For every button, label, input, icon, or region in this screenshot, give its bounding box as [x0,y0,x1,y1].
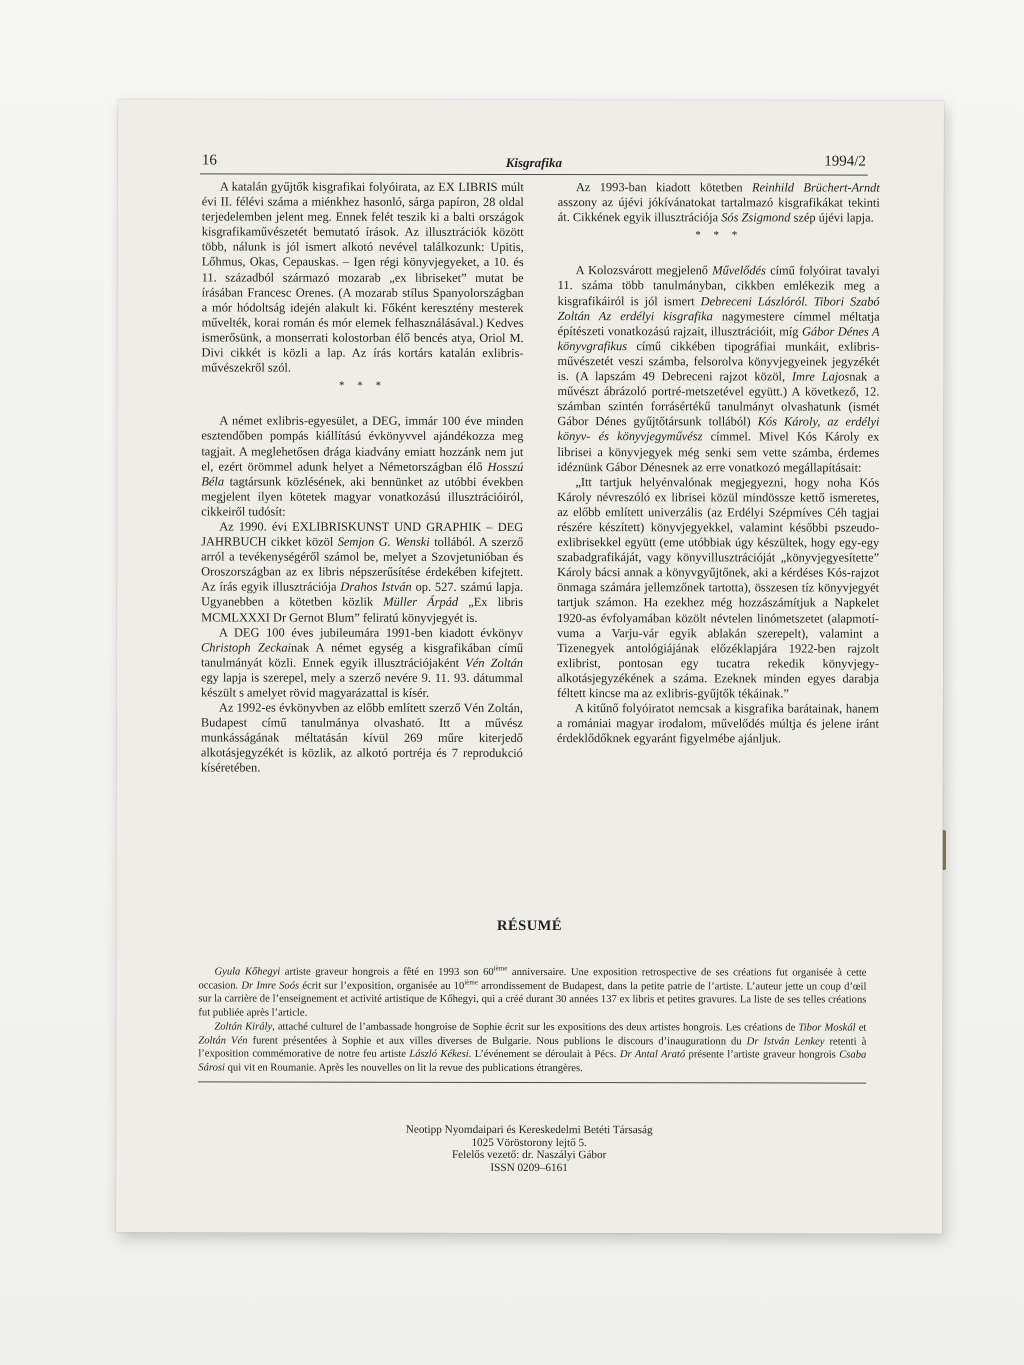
left-column [201,179,524,776]
imprint-address: 1025 Vöröstorony lejtő 5. [471,1136,587,1149]
paragraph: A Kolozsvárott megjelenő Művelődés című folyóirat tavalyi 11. száma több tanulmányban, cikkben emlékezik meg a kisgrafikáiról is jól ismert Debreceni Lászlóról. Tibori Szabó Zoltán Az erdélyi kisgrafika nagymestere címmel méltatja építészeti vonatkozású rajzait, illusztrációit, míg Gábor Dénes A könyvgrafikus című cikkében tipográfiai munkáit, exlibris-művészetét veszi számba, felsorolva könyvjegyeinek jegyzékét is. (A lapszám 49 Debreceni rajzot közöl, Imre Lajosnak a művészt ábrázoló portré-metszetével együtt.) A következő, 12. számban szintén forrásértékű tanulmányt olvashatunk (ismét Gábor Dénes gyűjtőtársunk tollából) Kós Károly, az erdélyi könyv- és könyvjegyművész címmel. Mivel Kós Károly ex librisei a könyvjegyek még senki sem vette számba, érdemes idéznünk Gábor Dénesnek az erre vonatkozó megállapításait: [557,263,880,475]
imprint [116,1123,942,1175]
imprint-issn: ISSN 0209–6161 [490,1161,568,1174]
resume-paragraph: Gyula Kőhegyi artiste graveur hongrois a fêté en 1993 son 60ième anniversaire. Une exposition retrospective de ses créations fut organisée à cette occasion. Dr Imre Soós écrit sur l’exposition, organisée au 10ième arrondissement de Budapest, dans la petite patrie de l’artiste. L’auteur jette un coup d’œil sur la carrière de l’enseignement et activité artistique de Kőhegyi, qui a créé durant 30 années 137 ex libris et petites gravures. La liste de ses telles créations fut publiée après l’article. [198,964,867,1019]
paragraph: A katalán gyűjtők kisgrafikai folyóirata, az EX LIBRIS múlt évi II. félévi száma a miénkhez hasonló, sárga papíron, 28 oldal terjedelemben jelent meg. Ennek felét teszik ki a balti országok kisgrafikaművészetét bemutató írások. Az illusztrációk között több, nálunk is jól ismert alkotó nevével találkozunk: Upitis, Lőhmus, Okas, Cepauskas. – Igen régi könyvjegyeket, a 10. és 11. századból származó mozarab „ex libriseket” mutat be írásában Francesc Orenes. (A mozarab stílus Spanyolországban a mór hódoltság idején alakult ki. Főként keresztény mesterek művelték, korai román és mór elemek felhasználásával.) Kedves ismerősünk, a monserrati kolostorban élő bencés atya, Oriol M. Divi cikkét is közli a lap. Az írás kortárs katalán exlibris-művészekről szól. [201,179,524,375]
imprint-editor: Felelős vezető: dr. Naszályi Gábor [451,1149,607,1162]
paragraph: Az 1993-ban kiadott kötetben Reinhild Brüchert-Arndt asszony az újévi jókívánatokat tartalmazó kisgrafikákat tekinti át. Cikkének egyik illusztrációja Sós Zsigmond szép újévi lapja. [557,180,880,225]
page-number: 16 [201,152,217,169]
paragraph: Az 1992-es évkönyvben az előbb említett szerző Vén Zoltán, Budapest című tanulmánya olvasható. Itt a művész munkásságának méltatásán kívül 269 műre kiterjedő alkotásjegyzékét is közlik, az alkotó portréja és 7 reprodukció kíséretében. [200,700,523,775]
paragraph: Az 1990. évi EXLIBRISKUNST UND GRAPHIK – DEG JAHRBUCH cikket közöl Semjon G. Wenski tollából. A szerző arról a tevékenységéről számol be, melyet a Szovjetunióban és Oroszországban az ex libris népszerűsítése érdekében kifejtett. Az írás egyik illusztrációja Drahos István op. 527. számú lapja. Ugyanebben a kötetben közlik Müller Árpád „Ex libris MCMLXXXI Dr Gernot Blum” feliratú könyvjegyét is. [201,519,524,625]
section-separator: * * * [695,229,743,242]
paragraph: A kitűnő folyóiratot nemcsak a kisgrafika barátainak, hanem a romániai magyar irodalom, művelődés múltja és jelene iránt érdeklődőknek egyaránt figyelmébe ajánljuk. [556,701,879,746]
issue-number: 1994/2 [824,153,866,170]
imprint-publisher: Neotipp Nyomdaipari és Kereskedelmi Betéti Társaság [405,1123,653,1137]
journal-title: Kisgrafika [505,154,563,171]
resume-heading: RÉSUMÉ [497,917,563,935]
magazine-page [116,99,944,1233]
quote-paragraph: „Itt tartjuk helyénvalónak megjegyezni, hogy noha Kós Károly névreszóló ex librisei közül mindössze kettő ismeretes, az előbb említett univerzális (az Erdélyi Szépmíves Céh tagjai részére készített) könyvjegyekkel, valamint későbbi pszeudo-exlibrisekkel együtt (eme utóbbiak úgy készültek, hogy egy-egy szabadgrafikáját, vagy könyvillusztrációját „könyvjegyesítette” Károly bácsi annak a könyvgyűjtőnek, aki a kérdéses Kós-rajzot önmaga számára jellemzőnek tartotta), összesen tíz könyvjegyét tartjuk számon. Ha ezekhez még hozzászámítjuk a Napkelet 1920-as évfolyamában közölt névtelen linómetszetet (alapmotívuma a Varju-vár egyik ablakán szerepelt), valamint a Tizenegyek antológiájának előzéklapjára 1922-ben rajzolt exlibrist, pontosan egy tucatra rekedik könyvjegy-alkotásjegyzékének a száma. Ezeknek minden egyes darabja féltett kincse ma az exlibris-gyűjtők tékáinak.” [556,474,880,701]
paragraph: A német exlibris-egyesület, a DEG, immár 100 éve minden esztendőben pompás kiállítású évkönyvvel ajándékozza meg tagjait. A meglehetősen drága kiadvány emiatt hozzánk nem jut el, ezért örömmel adunk helyet a Németországban élő Hosszú Béla tagtársunk közlésének, aki bennünket az utóbbi években megjelent ilyen kötetek magyar vonatkozású illusztrációiról, cikkeiről tudósít: [201,413,524,519]
resume-paragraph: Zoltán Király, attaché culturel de l’ambassade hongroise de Sophie écrit sur les expositions des deux artistes hongrois. Les créations de Tibor Moskál et Zoltán Vén furent présentées à Sophie et aux villes diverses de Bulgarie. Nous publions le discours d’inaugurationn du Dr István Lenkey retenti à l’exposition commémorative de notre feu artiste László Kékesi. L’événement se déroulait à Pécs. Dr Antal Arató présente l’artiste graveur hongrois Csaba Sárosi qui vit en Roumanie. Après les nouvelles on lit la revue des publications étrangères. [198,1021,867,1075]
running-head [200,149,868,175]
paragraph: A DEG 100 éves jubileumára 1991-ben kiadott évkönyv Christoph Zeckainak A német egység a kisgrafikában című tanulmányát közli. Ennek egyik illusztrációjaként Vén Zoltán egy lapja is szerepel, mely a szerző nevére 9. 11. 93. dátummal készült s amelyet rövid magyarázattal is kísér. [200,625,524,700]
right-column [557,180,880,747]
resume-text [198,965,866,1083]
section-separator: * * * [338,379,386,392]
